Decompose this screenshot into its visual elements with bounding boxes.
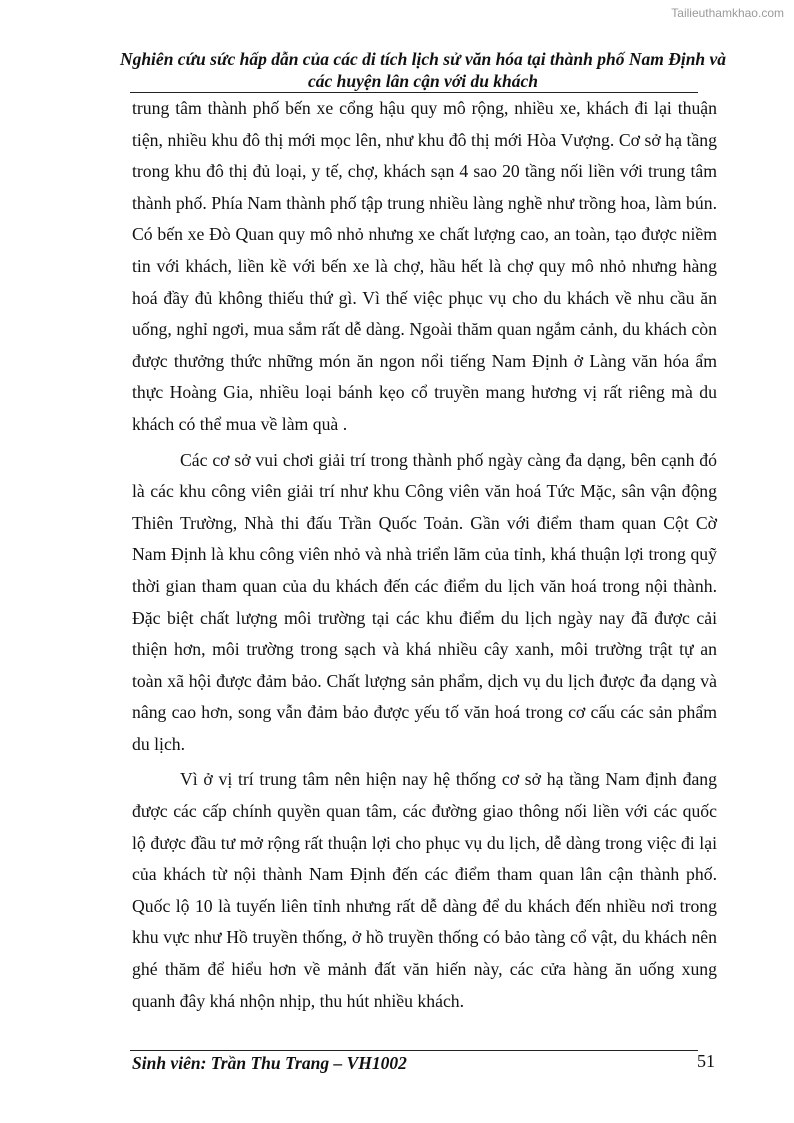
- document-body: [132, 93, 717, 1021]
- footer-divider: [130, 1050, 698, 1051]
- page-number: 51: [697, 1051, 715, 1071]
- paragraph-1: trung tâm thành phố bến xe cổng hậu quy mô rộng, nhiều xe, khách đi lại thuận tiện, nhiều khu đô thị mới mọc lên, như khu đô thị mới Hòa Vượng. Cơ sở hạ tầng trong khu đô thị đủ loại, y tế, chợ, khách sạn 4 sao 20 tầng nối liền với trung tâm thành phố. Phía Nam thành phố tập trung nhiều làng nghề như trồng hoa, làm bún. Có bến xe Đò Quan quy mô nhỏ nhưng xe chất lượng cao, an toàn, tạo được niềm tin với khách, liền kề với bến xe là chợ, hầu hết là chợ quy mô nhỏ nhưng hàng hoá đầy đủ không thiếu thứ gì. Vì thế việc phục vụ cho du khách về nhu cầu ăn uống, nghỉ ngơi, mua sắm rất dễ dàng. Ngoài thăm quan ngắm cảnh, du khách còn được thưởng thức những món ăn ngon nổi tiếng Nam Định ở Làng văn hóa ẩm thực Hoàng Gia, nhiều loại bánh kẹo cổ truyền mang hương vị rất riêng mà du khách có thể mua về làm quà .: [132, 98, 717, 434]
- document-header-title: Nghiên cứu sức hấp dẫn của các di tích lịch sử văn hóa tại thành phố Nam Định và các huyện lân cận với du khách: [119, 49, 727, 91]
- paragraph-3: Vì ở vị trí trung tâm nên hiện nay hệ thống cơ sở hạ tầng Nam định đang được các cấp chính quyền quan tâm, các đường giao thông nối liền với các quốc lộ được đầu tư mở rộng rất thuận lợi cho phục vụ du lịch, dễ dàng trong việc đi lại của khách từ nội thành Nam Định đến các điểm tham quan lân cận thành phố. Quốc lộ 10 là tuyến liên tỉnh nhưng rất dễ dàng để du khách đến nhiều nơi trong khu vực như Hồ truyền thống, ở hồ truyền thống có bảo tàng cổ vật, du khách nên ghé thăm để hiểu hơn về mảnh đất văn hiến này, các cửa hàng ăn uống xung quanh đây khá nhộn nhịp, thu hút nhiều khách.: [132, 769, 717, 1011]
- watermark: Tailieuthamkhao.com: [671, 6, 784, 20]
- footer-author: Sinh viên: Trần Thu Trang – VH1002: [132, 1053, 407, 1073]
- paragraph-2: Các cơ sở vui chơi giải trí trong thành phố ngày càng đa dạng, bên cạnh đó là các khu công viên giải trí như khu Công viên văn hoá Tức Mặc, sân vận động Thiên Trường, Nhà thi đấu Trần Quốc Toản. Gần với điểm tham quan Cột Cờ Nam Định là khu công viên nhỏ và nhà triển lãm của tỉnh, khá thuận lợi trong quỹ thời gian tham quan của du khách đến các điểm du lịch văn hoá trong nội thành. Đặc biệt chất lượng môi trường tại các khu điểm du lịch ngày nay đã được cải thiện hơn, môi trường trong sạch và khá nhiều cây xanh, môi trường trật tự an toàn xã hội được đảm bảo. Chất lượng sản phẩm, dịch vụ du lịch được đa dạng và nâng cao hơn, song vẫn đảm bảo được yếu tố văn hoá trong cơ cấu các sản phẩm du lịch.: [132, 449, 717, 754]
